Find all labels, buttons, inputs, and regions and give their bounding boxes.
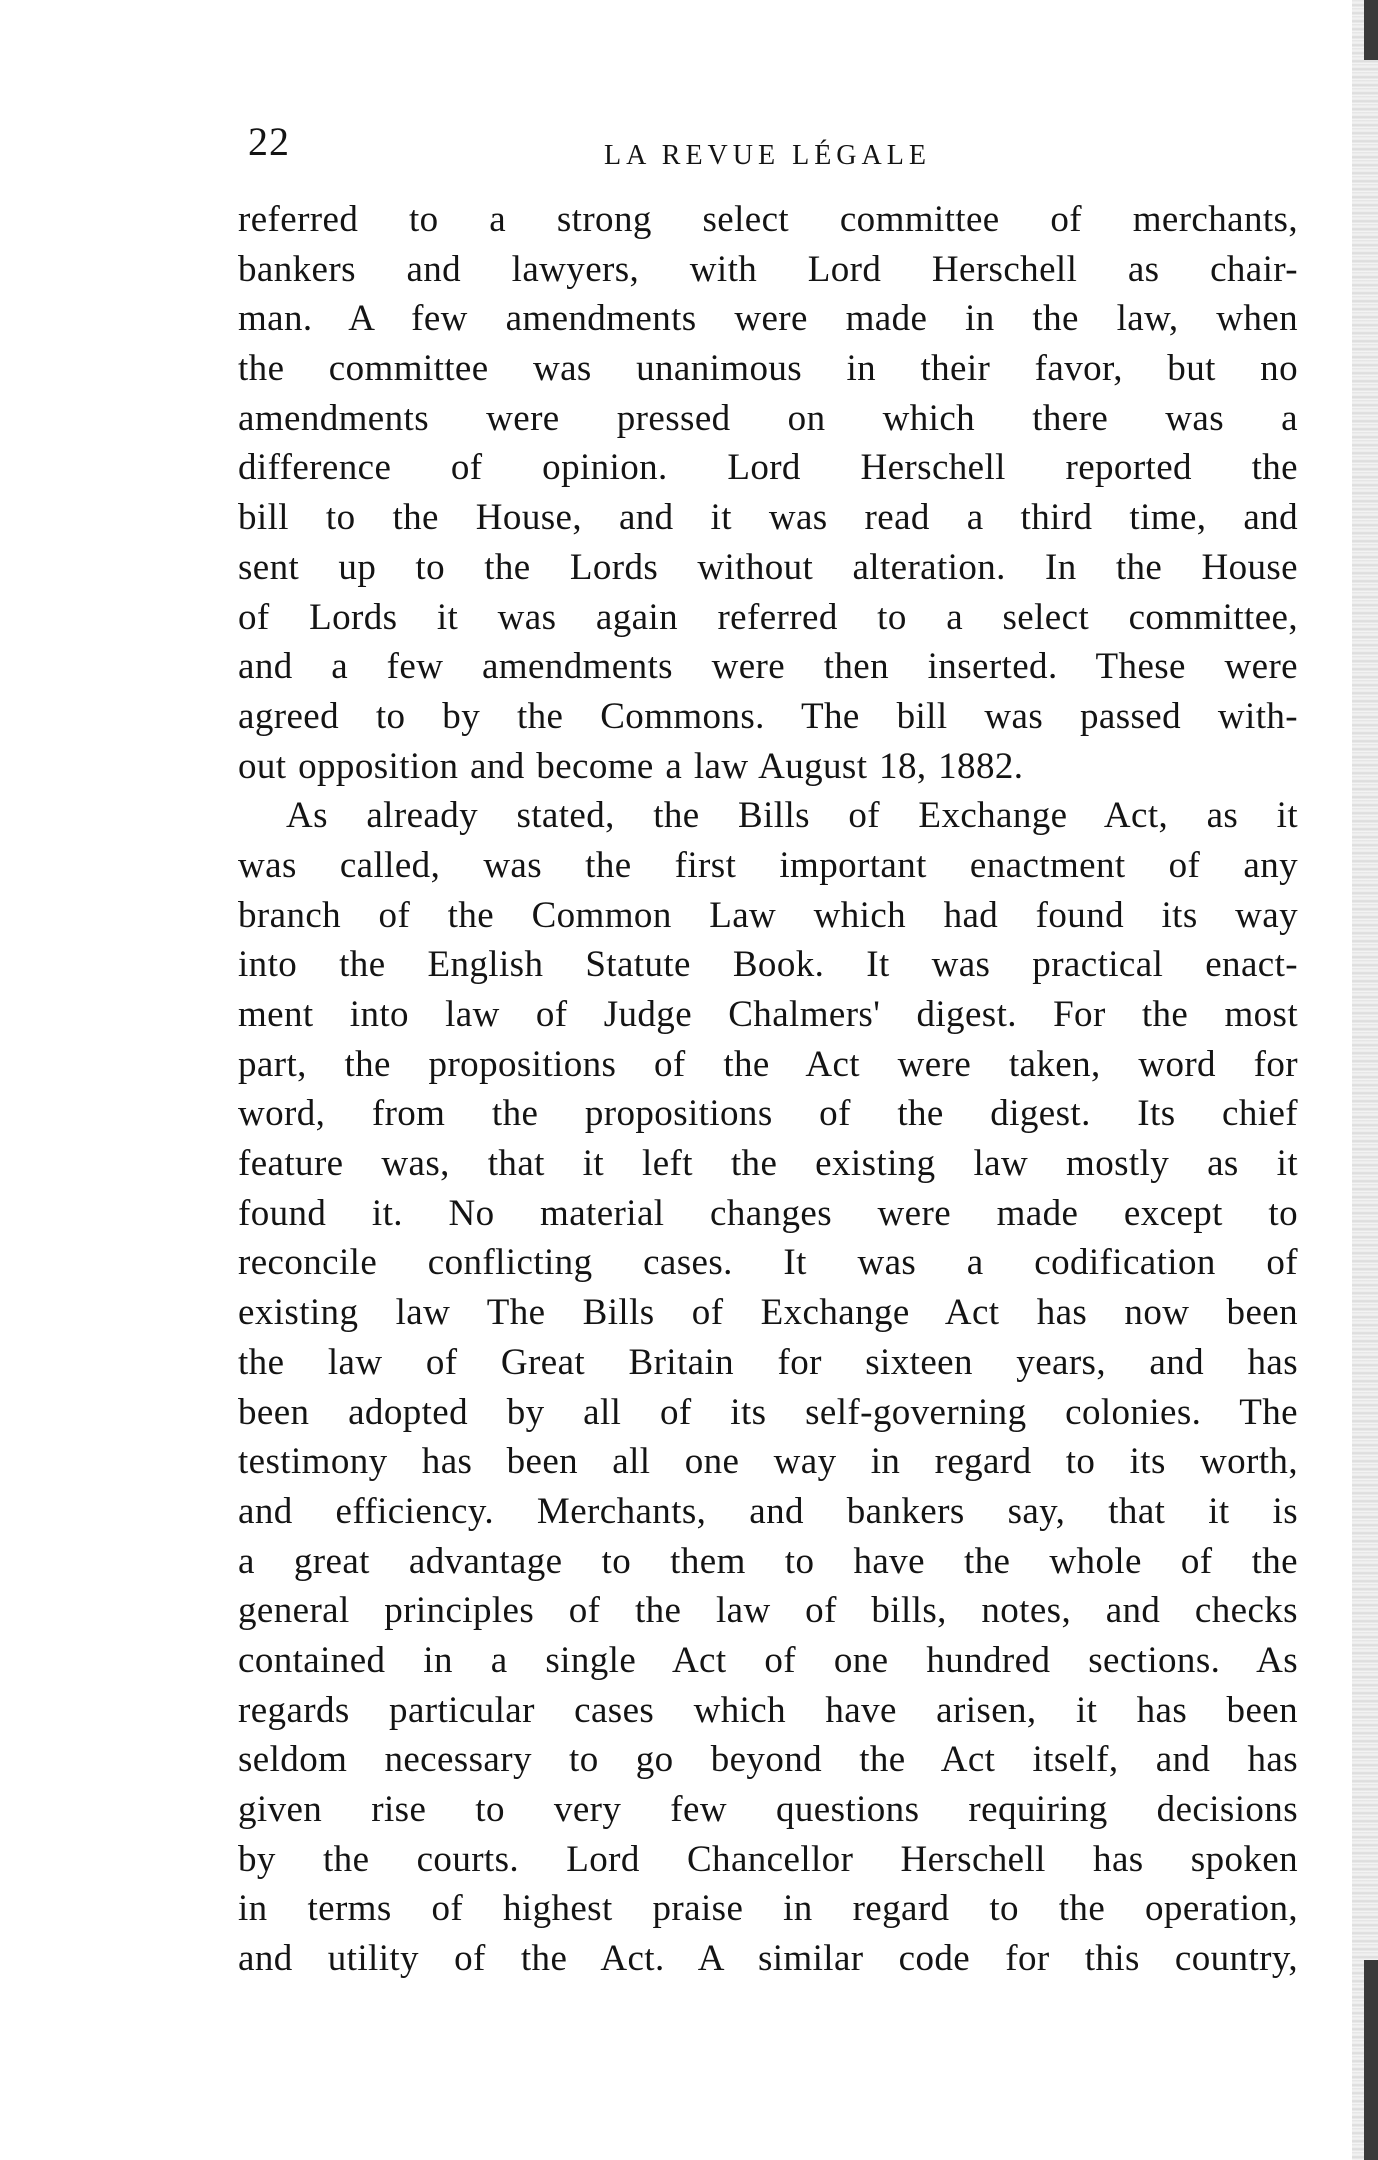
page-header bbox=[248, 118, 1308, 178]
text-line: been adopted by all of its self-governing colonies. The bbox=[238, 1391, 1298, 1433]
text-line: contained in a single Act of one hundred sections. As bbox=[238, 1639, 1298, 1681]
text-line: in terms of highest praise in regard to the operation, bbox=[238, 1888, 1298, 1930]
text-line: reconcile conflicting cases. It was a codification of bbox=[238, 1242, 1298, 1284]
scan-edge-dark-top bbox=[1364, 0, 1378, 60]
text-line: regards particular cases which have arisen, it has been bbox=[238, 1689, 1298, 1731]
text-line: man. A few amendments were made in the law, when bbox=[238, 298, 1298, 340]
text-line: and utility of the Act. A similar code for this country, bbox=[238, 1938, 1298, 1980]
text-line: and a few amendments were then inserted. These were bbox=[238, 646, 1298, 688]
text-line: bill to the House, and it was read a third time, and bbox=[238, 497, 1298, 539]
text-line: bankers and lawyers, with Lord Herschell as chair- bbox=[238, 248, 1298, 290]
text-line: out opposition and become a law August 18, 1882. bbox=[238, 745, 1024, 787]
text-line: testimony has been all one way in regard to its worth, bbox=[238, 1441, 1298, 1483]
text-line: into the English Statute Book. It was practical enact- bbox=[238, 944, 1298, 986]
page-number: 22 bbox=[248, 119, 290, 164]
text-line: the committee was unanimous in their favor, but no bbox=[238, 348, 1298, 390]
text-line: difference of opinion. Lord Herschell reported the bbox=[238, 447, 1298, 489]
text-line: of Lords it was again referred to a select committee, bbox=[238, 596, 1298, 638]
running-title: LA REVUE LÉGALE bbox=[604, 140, 931, 171]
text-line: found it. No material changes were made except to bbox=[238, 1192, 1298, 1234]
text-line: and efficiency. Merchants, and bankers say, that it is bbox=[238, 1490, 1298, 1532]
scan-edge-shadow bbox=[1352, 0, 1378, 2160]
text-line: referred to a strong select committee of merchants, bbox=[238, 199, 1298, 240]
text-line: word, from the propositions of the digest. Its chief bbox=[238, 1093, 1298, 1135]
text-line: As already stated, the Bills of Exchange Act, as it bbox=[286, 795, 1298, 837]
text-line: agreed to by the Commons. The bill was passed with- bbox=[238, 695, 1298, 737]
paragraph-1 bbox=[238, 195, 1298, 791]
scan-edge-dark-bottom bbox=[1364, 1960, 1378, 2160]
text-line: part, the propositions of the Act were taken, word for bbox=[238, 1043, 1298, 1085]
text-line: a great advantage to them to have the whole of the bbox=[238, 1540, 1298, 1582]
text-line: amendments were pressed on which there was a bbox=[238, 397, 1298, 439]
paragraph-2 bbox=[238, 791, 1298, 1984]
text-line: was called, was the first important enactment of any bbox=[238, 844, 1298, 886]
text-line: given rise to very few questions requiring decisions bbox=[238, 1789, 1298, 1830]
text-line: the law of Great Britain for sixteen years, and has bbox=[238, 1341, 1298, 1383]
text-line: general principles of the law of bills, notes, and checks bbox=[238, 1590, 1298, 1632]
text-line: branch of the Common Law which had found its way bbox=[238, 894, 1298, 936]
text-line: feature was, that it left the existing law mostly as it bbox=[238, 1143, 1298, 1185]
text-line: sent up to the Lords without alteration. In the House bbox=[238, 546, 1298, 588]
text-line: ment into law of Judge Chalmers' digest. For the most bbox=[238, 994, 1298, 1035]
text-line: seldom necessary to go beyond the Act itself, and has bbox=[238, 1739, 1298, 1781]
body-text bbox=[238, 195, 1298, 1984]
text-line: existing law The Bills of Exchange Act has now been bbox=[238, 1292, 1298, 1334]
text-line: by the courts. Lord Chancellor Herschell has spoken bbox=[238, 1838, 1298, 1880]
